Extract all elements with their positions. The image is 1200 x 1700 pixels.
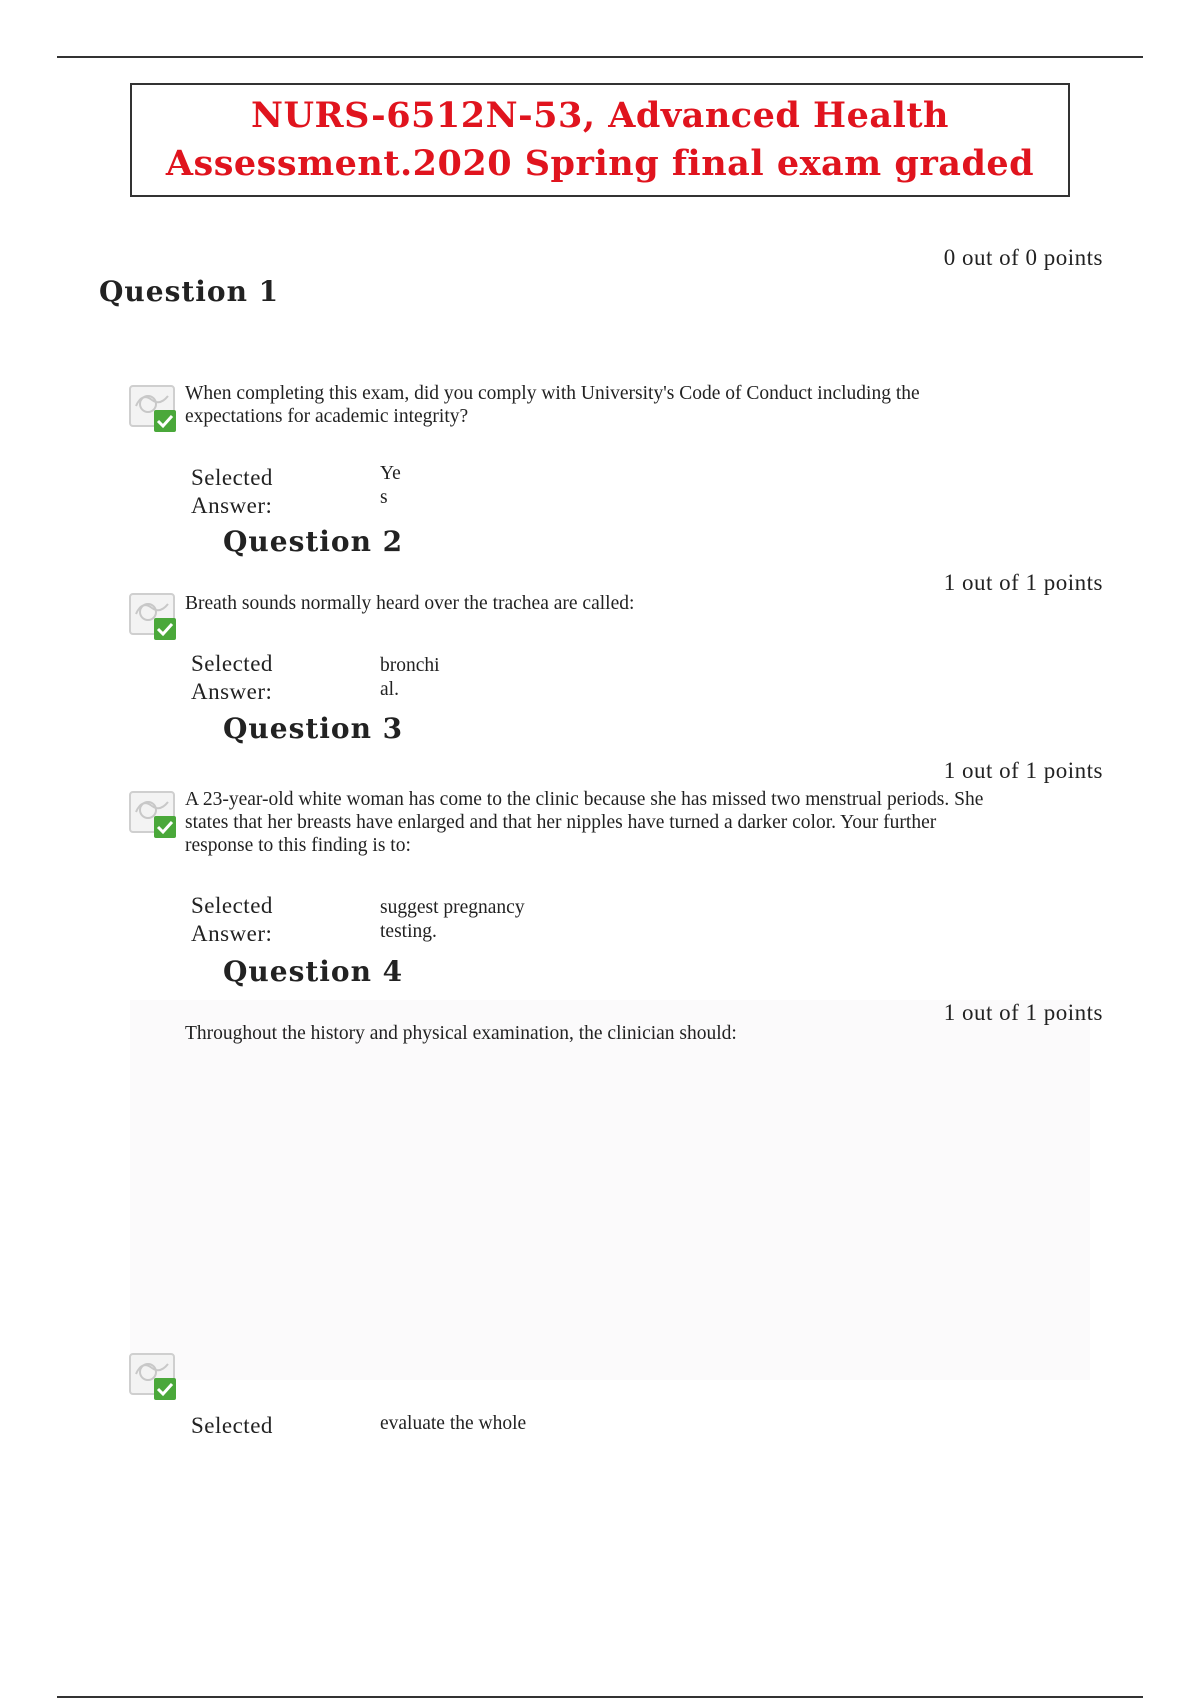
- answer-line-1: bronchi: [380, 655, 440, 676]
- answer-line-1: suggest pregnancy: [380, 897, 525, 918]
- correct-check-icon: [128, 788, 180, 840]
- question-2-text: Breath sounds normally heard over the trachea are called:: [185, 593, 635, 614]
- question-1-points: 0 out of 0 points: [943, 245, 1103, 270]
- document-title-line-2: Assessment.2020 Spring final exam graded: [165, 143, 1035, 184]
- correct-check-icon: [128, 382, 180, 434]
- top-rule: [57, 56, 1143, 58]
- answer-line-1: evaluate the whole: [380, 1413, 527, 1434]
- question-2-selected-label: [191, 650, 341, 706]
- question-3-points: 1 out of 1 points: [943, 758, 1103, 783]
- question-1-selected-label: [191, 464, 341, 520]
- blank-area: [130, 1000, 1090, 1380]
- question-4-selected-answer: [380, 1412, 600, 1436]
- correct-check-icon: [128, 1350, 180, 1402]
- answer-line-2: testing.: [380, 921, 437, 942]
- question-2-points: 1 out of 1 points: [943, 570, 1103, 595]
- question-2-selected-answer: [380, 654, 600, 702]
- selected-label-line-2: Answer:: [191, 493, 273, 518]
- question-1-heading: Question 1: [99, 275, 280, 308]
- document-title-line-1: NURS-6512N-53, Advanced Health: [251, 95, 949, 136]
- bottom-rule: [57, 1696, 1143, 1698]
- answer-line-2: al.: [380, 679, 399, 700]
- selected-label-line-2: Answer:: [191, 679, 273, 704]
- question-4-selected-label: [191, 1412, 341, 1440]
- selected-label-line-1: Selected: [191, 1413, 273, 1438]
- question-3-selected-answer: [380, 896, 600, 944]
- answer-line-2: s: [380, 487, 388, 508]
- question-4-points: 1 out of 1 points: [943, 1000, 1103, 1025]
- question-1-selected-answer: [380, 462, 600, 510]
- question-1-text: When completing this exam, did you comply with University's Code of Conduct including the expectations for academic integrity?: [185, 383, 920, 427]
- selected-label-line-1: Selected: [191, 465, 273, 490]
- document-title-box: [130, 83, 1070, 197]
- correct-check-icon: [128, 590, 180, 642]
- selected-label-line-1: Selected: [191, 651, 273, 676]
- question-3-heading: Question 3: [223, 712, 404, 745]
- question-3-selected-label: [191, 892, 341, 948]
- selected-label-line-2: Answer:: [191, 921, 273, 946]
- selected-label-line-1: Selected: [191, 893, 273, 918]
- question-2-heading: Question 2: [223, 525, 404, 558]
- answer-line-1: Ye: [380, 463, 401, 484]
- question-4-text: Throughout the history and physical examination, the clinician should:: [185, 1023, 737, 1044]
- question-3-text: A 23-year-old white woman has come to the clinic because she has missed two menstrual periods. She states that her breasts have enlarged and that her nipples have turned a darker color. Your further response to this finding is to:: [185, 789, 984, 856]
- question-4-heading: Question 4: [223, 955, 404, 988]
